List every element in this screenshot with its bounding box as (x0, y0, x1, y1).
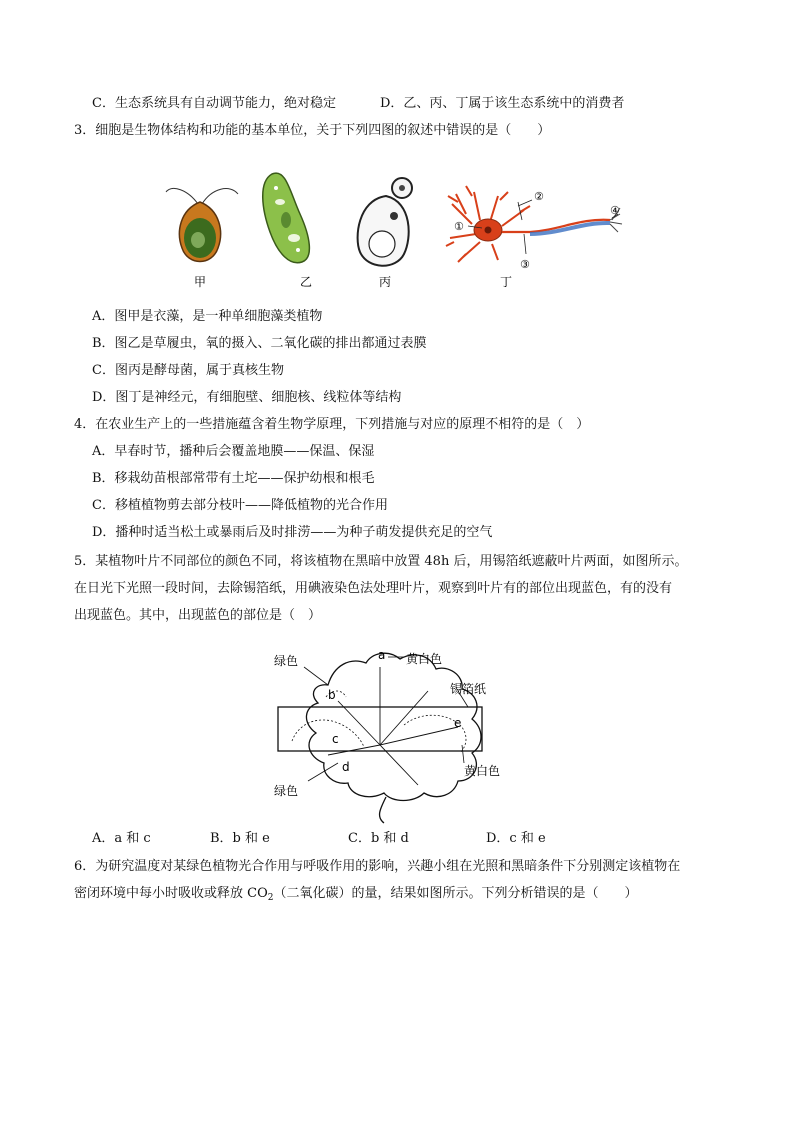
q3-option-c: C．图丙是酵母菌，属于真核生物 (92, 363, 284, 378)
q5-leaf-figure (268, 645, 528, 825)
q4-stem: 4．在农业生产上的一些措施蕴含着生物学原理，下列措施与对应的原理不相符的是（ ） (74, 417, 590, 432)
leaf-mark-b: b (328, 688, 336, 702)
q5-stem-line3: 出现蓝色。其中，出现蓝色的部位是（ ） (74, 608, 322, 623)
neuron-mark-3: ③ (520, 258, 530, 271)
neuron-mark-1: ① (454, 220, 464, 233)
leaf-mark-d: d (342, 760, 350, 774)
leaf-label-green-bottom: 绿色 (274, 784, 299, 798)
q5-option-b: B．b 和 e (210, 831, 270, 846)
q6-stem-line1: 6．为研究温度对某绿色植物光合作用与呼吸作用的影响，兴趣小组在光照和黑暗条件下分别测定该植物在 (74, 859, 681, 874)
neuron-mark-4: ④ (610, 204, 620, 217)
q2-option-d: D．乙、丙、丁属于该生态系统中的消费者 (380, 96, 625, 111)
q5-option-a: A．a 和 c (92, 831, 151, 846)
leaf-mark-c: c (332, 732, 339, 746)
neuron-mark-2: ② (534, 190, 544, 203)
leaf-label-yellow-white-right: 黄白色 (464, 764, 501, 778)
q3-stem: 3．细胞是生物体结构和功能的基本单位，关于下列四图的叙述中错误的是（ ） (74, 123, 551, 138)
q4-option-b: B．移栽幼苗根部常带有土坨——保护幼根和根毛 (92, 471, 375, 486)
label-jia: 甲 (194, 275, 207, 289)
q5-stem-line1: 5．某植物叶片不同部位的颜色不同，将该植物在黑暗中放置 48h 后，用锡箔纸遮蔽叶片两面，如图所示。 (74, 554, 688, 569)
q6-stem-line2 (74, 885, 638, 907)
leaf-label-green-top: 绿色 (274, 654, 299, 668)
q5-stem-line2: 在日光下光照一段时间，去除锡箔纸，用碘液染色法处理叶片，观察到叶片有的部位出现蓝色，有的没有 (74, 581, 673, 596)
q6-stem-line2-before: 密闭环境中每小时吸收或释放 CO (74, 886, 268, 901)
q3-option-b: B．图乙是草履虫，氧的摄入、二氧化碳的排出都通过表膜 (92, 336, 427, 351)
q4-option-a: A．早春时节，播种后会覆盖地膜——保温、保湿 (92, 444, 375, 459)
leaf-label-tin-foil: 锡箔纸 (450, 682, 487, 696)
q3-option-d: D．图丁是神经元，有细胞壁、细胞核、线粒体等结构 (92, 390, 402, 405)
co2-subscript: 2 (267, 893, 274, 903)
leaf-label-yellow-white-top: 黄白色 (406, 652, 443, 666)
chlamydomonas-illustration (166, 188, 238, 261)
q3-option-a: A．图甲是衣藻，是一种单细胞藻类植物 (92, 309, 323, 324)
label-ding: 丁 (500, 275, 513, 289)
q5-option-d: D．c 和 e (486, 831, 546, 846)
q6-stem-line2-after: （二氧化碳）的量，结果如图所示。下列分析错误的是（ ） (273, 886, 638, 901)
leaf-mark-a: a (378, 648, 386, 662)
q4-option-d: D．播种时适当松土或暴雨后及时排涝——为种子萌发提供充足的空气 (92, 525, 493, 540)
q3-cells-figure (150, 162, 650, 292)
yeast-illustration (358, 178, 412, 266)
label-bing: 丙 (379, 275, 392, 289)
q2-option-c: C．生态系统具有自动调节能力，绝对稳定 (92, 96, 336, 111)
paramecium-illustration (263, 173, 310, 263)
label-yi: 乙 (300, 275, 313, 289)
q4-option-c: C．移植植物剪去部分枝叶——降低植物的光合作用 (92, 498, 388, 513)
leaf-mark-e: e (454, 716, 462, 730)
q5-option-c: C．b 和 d (348, 831, 409, 846)
